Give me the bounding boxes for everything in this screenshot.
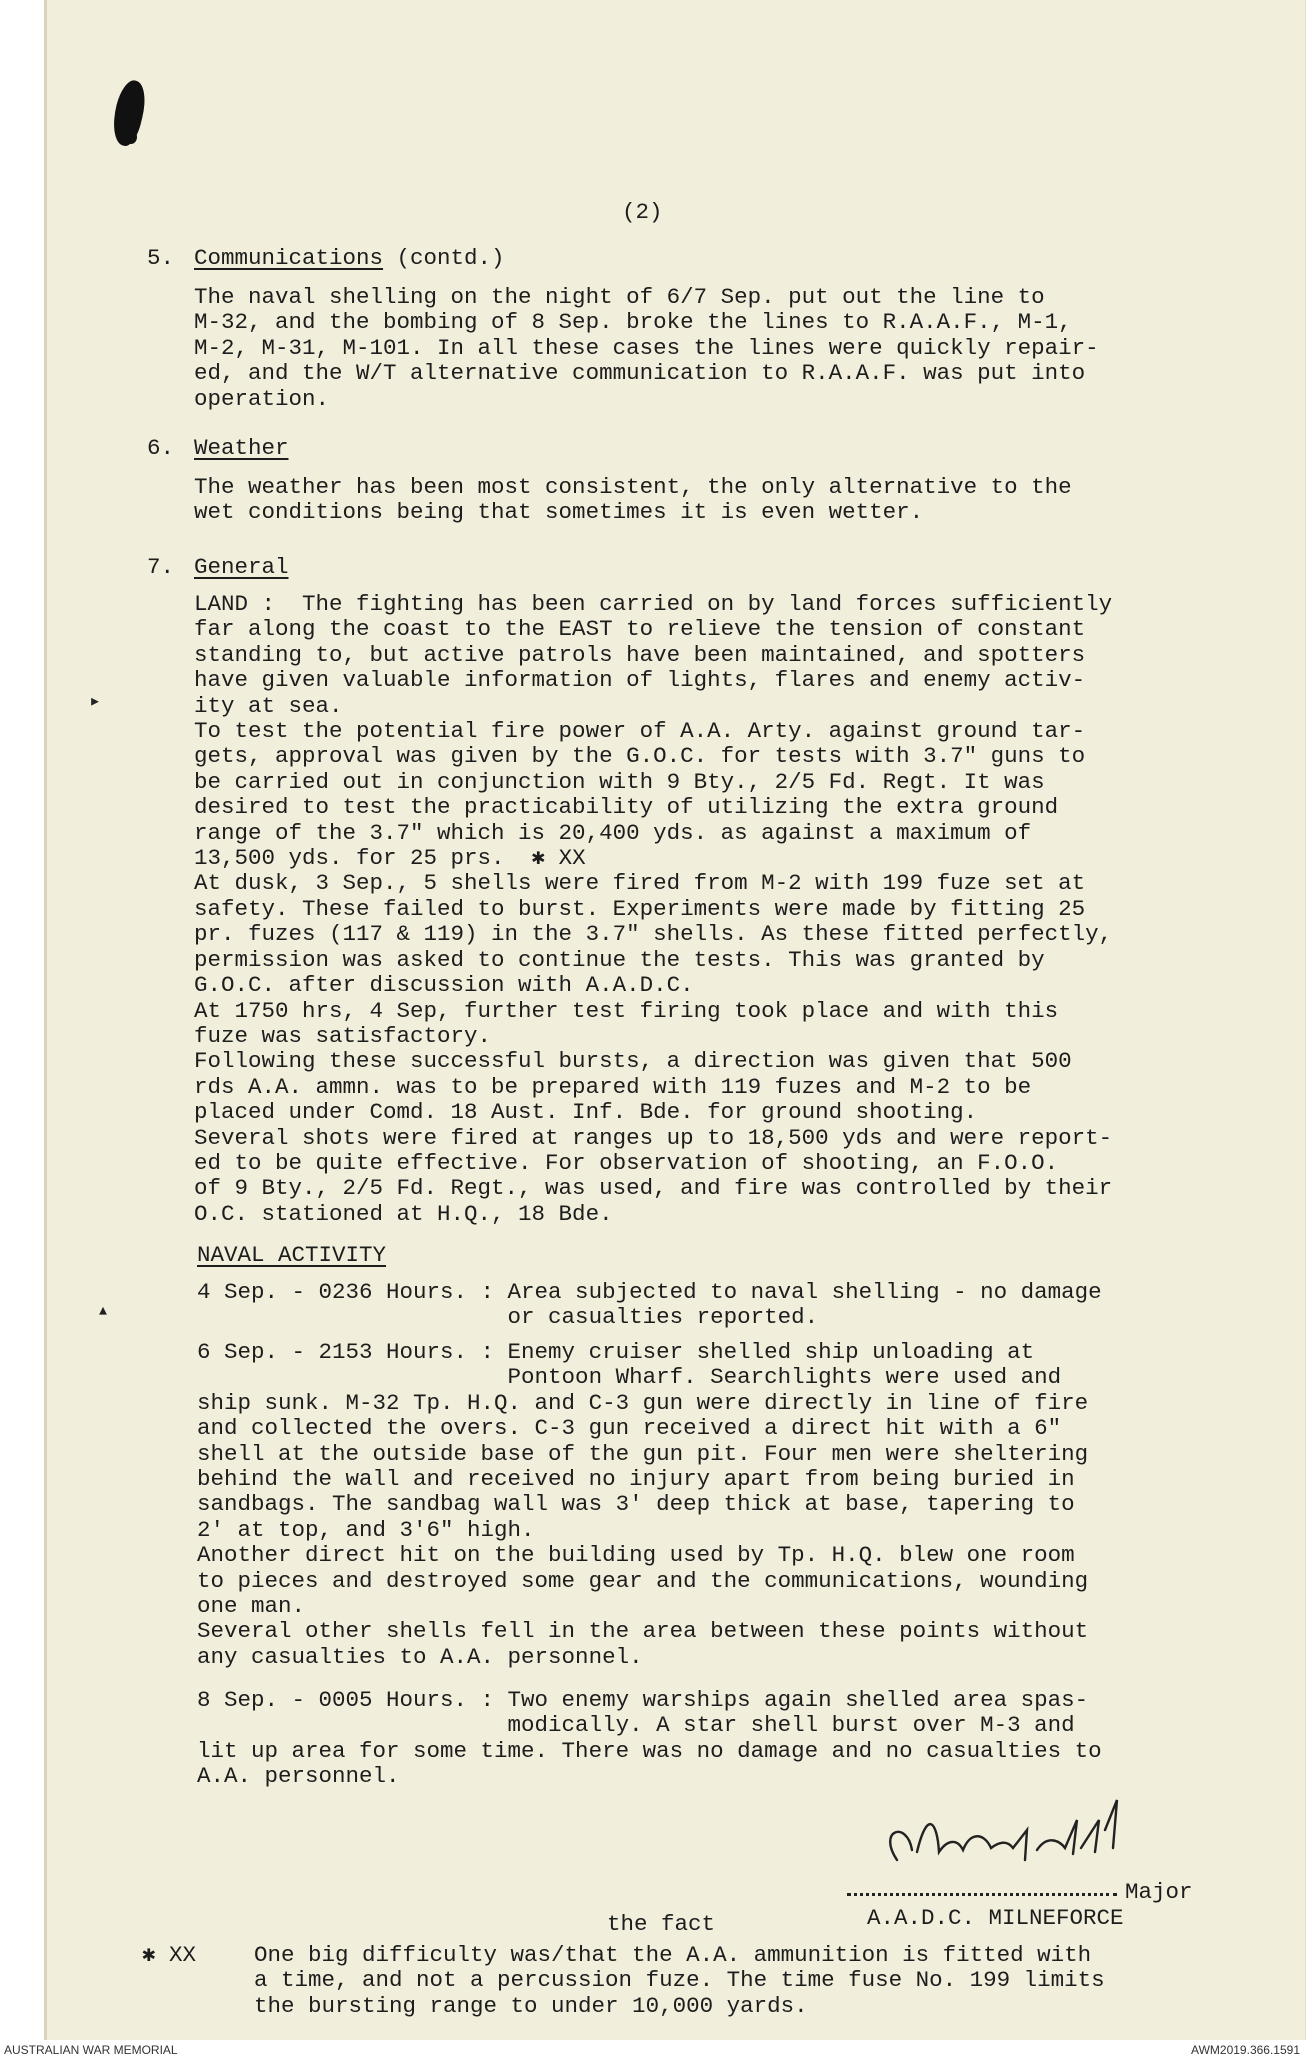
naval-6sep-entry (197, 1340, 1088, 1670)
naval-line: and collected the overs. C-3 gun received a direct hit with a 6" (197, 1415, 1062, 1442)
naval-line: sandbags. The sandbag wall was 3' deep thick at base, tapering to (197, 1491, 1075, 1518)
naval-line: behind the wall and received no injury apart from being buried in (197, 1466, 1075, 1493)
land-line: O.C. stationed at H.Q., 18 Bde. (194, 1200, 613, 1227)
land-line: LAND : The fighting has been carried on by land forces sufficiently (194, 591, 1113, 617)
land-line: range of the 3.7" which is 20,400 yds. as against a maximum of (194, 819, 1032, 846)
land-line: ed to be quite effective. For observation of shooting, an F.O.O. (194, 1149, 1059, 1176)
section-5-line: operation. (194, 385, 330, 412)
section-7-heading: General (194, 554, 289, 580)
archive-id: AWM2019.366.1591 (1191, 2043, 1300, 2057)
naval-line: one man. (197, 1593, 306, 1620)
land-line: permission was asked to continue the tests. This was granted by (194, 946, 1045, 973)
land-line: desired to test the practicability of utilizing the extra ground (194, 794, 1059, 821)
land-line: At 1750 hrs, 4 Sep, further test firing took place and with this (194, 997, 1059, 1024)
naval-line: lit up area for some time. There was no damage and no casualties to (197, 1737, 1102, 1764)
land-line: be carried out in conjunction with 9 Bty., 2/5 Fd. Regt. It was (194, 768, 1045, 795)
land-line: gets, approval was given by the G.O.C. for tests with 3.7" guns to (194, 743, 1086, 770)
archive-credit: AUSTRALIAN WAR MEMORIAL (4, 2043, 178, 2057)
land-line: far along the coast to the EAST to relieve the tension of constant (194, 616, 1086, 643)
margin-tick-mark: ▸ (89, 691, 102, 714)
naval-line: 8 Sep. - 0005 Hours. : Two enemy warships again shelled area spas- (197, 1687, 1089, 1713)
naval-line: Pontoon Wharf. Searchlights were used and (197, 1364, 1062, 1391)
ink-blot-drop (125, 130, 137, 144)
naval-line: Several other shells fell in the area between these points without (197, 1618, 1089, 1645)
section-5-line: M-2, M-31, M-101. In all these cases the lines were quickly repair- (194, 334, 1099, 361)
land-line: G.O.C. after discussion with A.A.D.C. (194, 972, 694, 999)
land-line: pr. fuzes (117 & 119) in the 3.7" shells. As these fitted perfectly, (194, 921, 1113, 948)
land-line: At dusk, 3 Sep., 5 shells were fired from M-2 with 199 fuze set at (194, 870, 1086, 897)
land-line: have given valuable information of lights, flares and enemy activ- (194, 667, 1086, 694)
land-line: Following these successful bursts, a direction was given that 500 (194, 1048, 1072, 1075)
land-line: To test the potential fire power of A.A. Arty. against ground tar- (194, 718, 1086, 745)
land-line: standing to, but active patrols have been maintained, and spotters (194, 641, 1086, 668)
page-number: (2) (622, 199, 663, 225)
section-5-heading: Communications (194, 245, 384, 271)
signatory-title: A.A.D.C. MILNEFORCE (867, 1905, 1124, 1931)
section-6-line: The weather has been most consistent, the only alternative to the (194, 474, 1072, 500)
section-5-body (194, 285, 1099, 412)
footnote-line: One big difficulty was/that the A.A. ammunition is fitted with (254, 1942, 1092, 1968)
land-line: fuze was satisfactory. (194, 1022, 492, 1049)
land-body (194, 592, 1112, 1227)
section-5-line: ed, and the W/T alternative communication to R.A.A.F. was put into (194, 360, 1086, 387)
naval-line: 6 Sep. - 2153 Hours. : Enemy cruiser shelled ship unloading at (197, 1339, 1035, 1365)
footnote-marker: ✱ XX (142, 1942, 197, 1968)
document-page (44, 0, 1306, 2040)
naval-line: 4 Sep. - 0236 Hours. : Area subjected to naval shelling - no damage (197, 1279, 1102, 1305)
naval-line: any casualties to A.A. personnel. (197, 1643, 643, 1670)
footnote-line: the bursting range to under 10,000 yards. (254, 1992, 808, 2019)
section-7-number: 7. (147, 554, 175, 580)
section-5-number: 5. (147, 245, 175, 271)
naval-line: or casualties reported. (197, 1304, 819, 1331)
land-line: rds A.A. ammn. was to be prepared with 119 fuzes and M-2 to be (194, 1073, 1032, 1100)
naval-line: modically. A star shell burst over M-3 and (197, 1712, 1075, 1739)
naval-8sep-entry (197, 1688, 1102, 1790)
section-6-heading: Weather (194, 435, 289, 461)
naval-line: ship sunk. M-32 Tp. H.Q. and C-3 gun were directly in line of fire (197, 1389, 1089, 1416)
naval-line: Another direct hit on the building used by Tp. H.Q. blew one room (197, 1542, 1075, 1569)
margin-tick-mark: ▴ (97, 1300, 110, 1323)
naval-4sep-entry (197, 1280, 1102, 1331)
section-6-line: wet conditions being that sometimes it is even wetter. (194, 499, 924, 526)
footnote-insertion: the fact (607, 1911, 716, 1937)
naval-line: shell at the outside base of the gun pit. Four men were sheltering (197, 1440, 1089, 1467)
section-5-line: M-32, and the bombing of 8 Sep. broke the lines to R.A.A.F., M-1, (194, 309, 1072, 336)
footnote-body (254, 1943, 1105, 2019)
section-5-line: The naval shelling on the night of 6/7 Sep. put out the line to (194, 284, 1045, 310)
land-line: ity at sea. (194, 692, 343, 719)
section-6-body (194, 475, 1072, 526)
naval-line: 2' at top, and 3'6" high. (197, 1516, 535, 1543)
land-line: 13,500 yds. for 25 prs. ✱ XX (194, 845, 586, 872)
section-5-heading-suffix: (contd.) (383, 245, 505, 271)
land-line: of 9 Bty., 2/5 Fd. Regt., was used, and fire was controlled by their (194, 1175, 1113, 1202)
land-line: placed under Comd. 18 Aust. Inf. Bde. for ground shooting. (194, 1099, 978, 1126)
handwritten-signature (867, 1790, 1187, 1880)
naval-line: A.A. personnel. (197, 1763, 400, 1790)
section-5-heading-row (194, 246, 505, 271)
naval-activity-heading: NAVAL ACTIVITY (197, 1242, 387, 1268)
signature-line (847, 1893, 1117, 1896)
land-line: Several shots were fired at ranges up to 18,500 yds and were report- (194, 1124, 1113, 1151)
footnote-line: a time, and not a percussion fuze. The time fuse No. 199 limits (254, 1967, 1105, 1994)
signatory-rank: Major (1125, 1879, 1193, 1905)
land-line: safety. These failed to burst. Experiments were made by fitting 25 (194, 895, 1086, 922)
section-6-number: 6. (147, 435, 175, 461)
naval-line: to pieces and destroyed some gear and the communications, wounding (197, 1567, 1089, 1594)
